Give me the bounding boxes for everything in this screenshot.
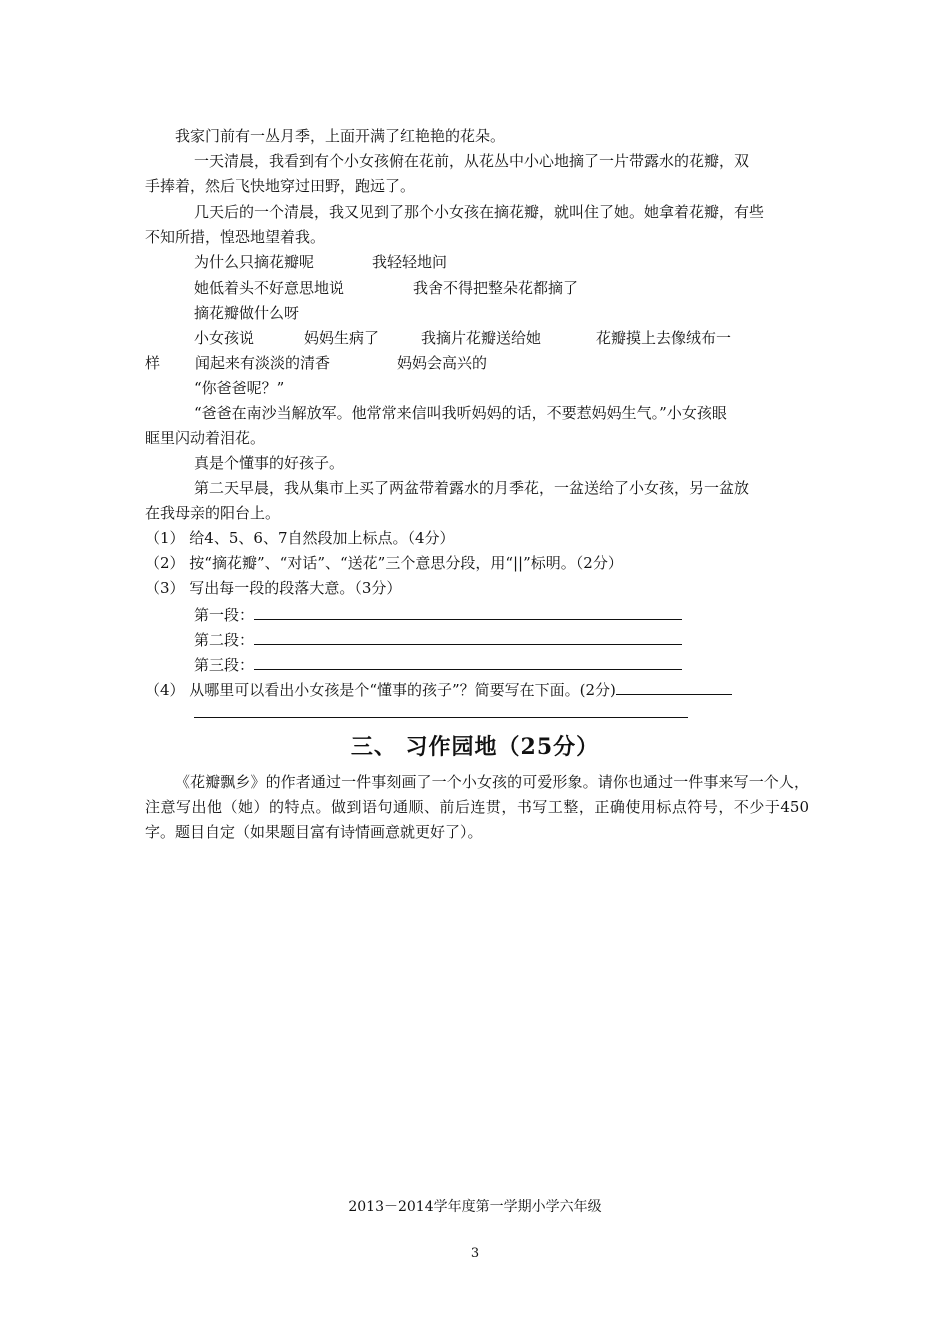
p7-segment-6: 闻起来有淡淡的清香 xyxy=(195,354,331,372)
segment-3-answer-line[interactable] xyxy=(254,652,682,670)
question-4: （4） 从哪里可以看出小女孩是个“懂事的孩子”？简要写在下面。(2分) xyxy=(145,681,616,699)
segment-1-label: 第一段： xyxy=(194,606,255,624)
story-paragraph-9-line-2: 眶里闪动着泪花。 xyxy=(145,429,266,447)
segment-2-answer-row xyxy=(194,627,864,652)
p7-segment-3: 我摘片花瓣送给她 xyxy=(421,329,542,347)
segment-1-answer-line[interactable] xyxy=(254,602,682,620)
story-paragraph-6: 摘花瓣做什么呀 xyxy=(194,304,300,322)
question-4-row xyxy=(145,677,815,702)
story-paragraph-2-line-2: 手捧着，然后飞快地穿过田野，跑远了。 xyxy=(145,177,416,195)
segment-3-label: 第三段： xyxy=(194,656,255,674)
segment-3-answer-row xyxy=(194,652,864,677)
page-number: 3 xyxy=(470,1246,480,1261)
section-3-instructions: 《花瓣飘乡》的作者通过一件事刻画了一个小女孩的可爱形象。请你也通过一件事来写一个人，注意写出他（她）的特点。做到语句通顺、前后连贯，书写工整，正确使用标点符号，不少于450字。题目自定（如果题目富有诗情画意就更好了）。 xyxy=(145,773,809,841)
p5-segment-2: 我舍不得把整朵花都摘了 xyxy=(413,279,579,297)
p4-segment-2: 我轻轻地问 xyxy=(372,253,448,271)
story-paragraph-1: 我家门前有一丛月季，上面开满了红艳艳的花朵。 xyxy=(175,127,506,145)
story-paragraph-11-line-1: 第二天早晨，我从集市上买了两盆带着露水的月季花，一盆送给了小女孩，另一盆放 xyxy=(194,479,750,497)
footer-text: 2013－2014学年度第一学期小学六年级 xyxy=(348,1199,602,1215)
question-4-answer-line-2[interactable] xyxy=(194,700,688,718)
p5-segment-1: 她低着头不好意思地说 xyxy=(194,279,345,297)
p7-segment-7: 妈妈会高兴的 xyxy=(397,354,488,372)
question-4-answer-line-1[interactable] xyxy=(616,677,732,695)
story-paragraph-11-line-2: 在我母亲的阳台上。 xyxy=(145,504,281,522)
story-paragraph-8: “你爸爸呢？” xyxy=(194,379,285,397)
story-paragraph-9-line-1: “爸爸在南沙当解放军。他常常来信叫我听妈妈的话，不要惹妈妈生气。”小女孩眼 xyxy=(194,404,727,422)
question-2: （2） 按“摘花瓣”、“对话”、“送花”三个意思分段，用“||”标明。（2分） xyxy=(145,554,623,572)
segment-1-answer-row xyxy=(194,602,864,627)
story-paragraph-10: 真是个懂事的好孩子。 xyxy=(194,454,345,472)
segment-2-label: 第二段： xyxy=(194,631,255,649)
p7-segment-5: 样 xyxy=(145,354,161,372)
p4-segment-1: 为什么只摘花瓣呢 xyxy=(194,253,315,271)
question-4-answer-row-2 xyxy=(194,700,864,725)
question-1: （1） 给4、5、6、7自然段加上标点。（4分） xyxy=(145,529,455,547)
story-paragraph-3-line-2: 不知所措，惶恐地望着我。 xyxy=(145,228,326,246)
question-3: （3） 写出每一段的段落大意。（3分） xyxy=(145,579,402,597)
p7-segment-2: 妈妈生病了 xyxy=(304,329,380,347)
p7-segment-4: 花瓣摸上去像绒布一 xyxy=(596,329,732,347)
p7-segment-1: 小女孩说 xyxy=(194,329,255,347)
story-paragraph-2-line-1: 一天清晨，我看到有个小女孩俯在花前，从花丛中小心地摘了一片带露水的花瓣，双 xyxy=(194,152,750,170)
story-paragraph-3-line-1: 几天后的一个清晨，我又见到了那个小女孩在摘花瓣，就叫住了她。她拿着花瓣，有些 xyxy=(194,203,765,221)
segment-2-answer-line[interactable] xyxy=(254,627,682,645)
section-3-title: 三、 习作园地（25分） xyxy=(350,734,600,760)
